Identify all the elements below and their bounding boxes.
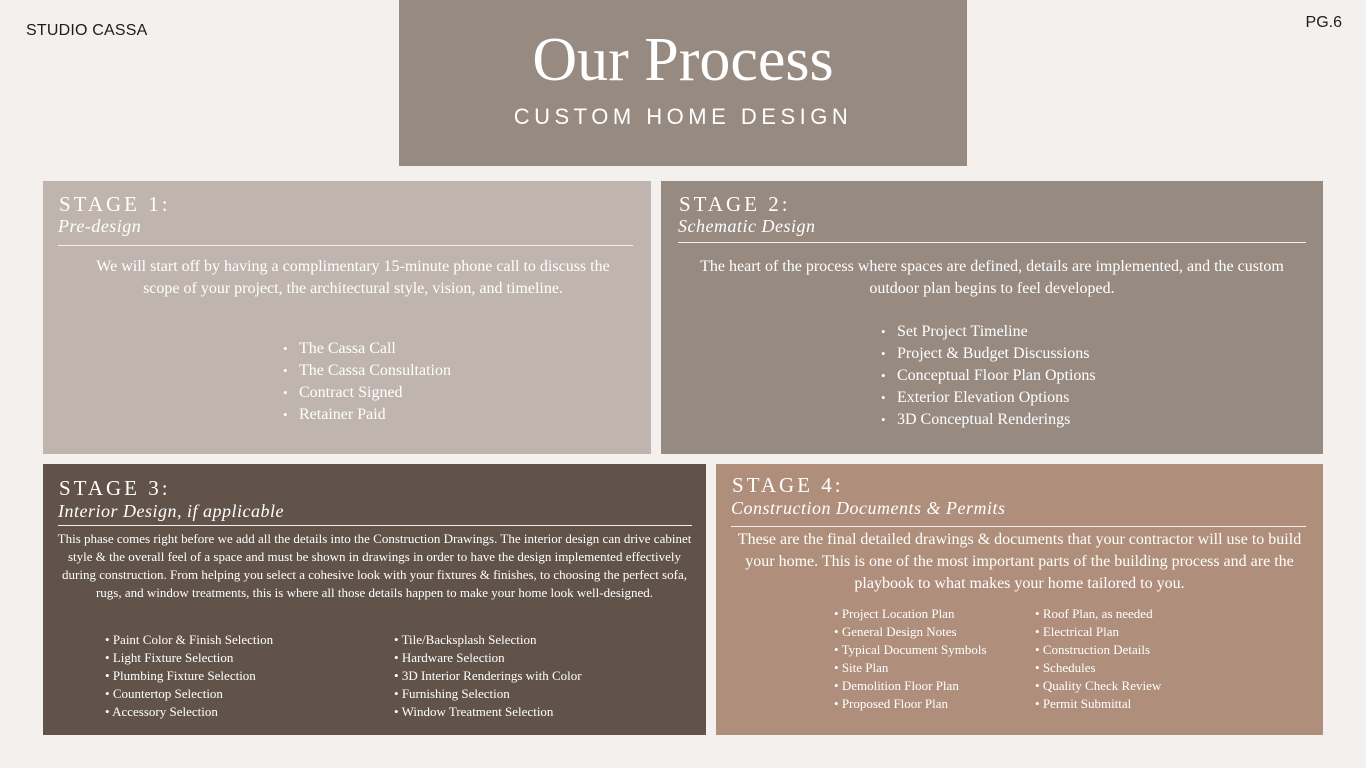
brand-name: STUDIO CASSA bbox=[26, 22, 148, 39]
stage-4-name: Construction Documents & Permits bbox=[731, 498, 1006, 518]
list-item: • Exterior Elevation Options bbox=[881, 387, 1096, 409]
stage-1-name: Pre-design bbox=[58, 216, 142, 236]
stage-4-label: STAGE 4: bbox=[732, 473, 844, 497]
stage-3-list-col2 bbox=[394, 631, 582, 721]
list-item: • Hardware Selection bbox=[394, 649, 582, 667]
stage-3-label: STAGE 3: bbox=[59, 476, 171, 500]
list-item: • Conceptual Floor Plan Options bbox=[881, 365, 1096, 387]
stage-4-divider bbox=[731, 526, 1306, 527]
stage-1-description: We will start off by having a complimentary 15-minute phone call to discuss the scope of your project, the architectural style, vision, and timeline. bbox=[96, 258, 610, 297]
stage-2-name: Schematic Design bbox=[678, 216, 816, 236]
list-item: • Site Plan bbox=[834, 659, 1035, 677]
header-banner bbox=[399, 0, 967, 166]
page-subtitle: CUSTOM HOME DESIGN bbox=[513, 104, 853, 129]
page-number: PG.6 bbox=[1305, 14, 1342, 31]
stage-1-divider bbox=[58, 245, 633, 246]
stage-4-panel bbox=[716, 464, 1323, 735]
stage-1-panel bbox=[43, 181, 651, 454]
stage-3-lists bbox=[105, 631, 582, 721]
list-item: • Schedules bbox=[1035, 659, 1161, 677]
list-item: • General Design Notes bbox=[834, 623, 1035, 641]
list-item: • Paint Color & Finish Selection bbox=[105, 631, 394, 649]
list-item: • Demolition Floor Plan bbox=[834, 677, 1035, 695]
list-item: • Light Fixture Selection bbox=[105, 649, 394, 667]
list-item: • 3D Conceptual Renderings bbox=[881, 409, 1096, 431]
list-item: • 3D Interior Renderings with Color bbox=[394, 667, 582, 685]
list-item: • Furnishing Selection bbox=[394, 685, 582, 703]
stage-3-list-col1 bbox=[105, 631, 394, 721]
list-item: • Proposed Floor Plan bbox=[834, 695, 1035, 713]
list-item: • Project & Budget Discussions bbox=[881, 343, 1096, 365]
list-item: • Countertop Selection bbox=[105, 685, 394, 703]
stage-2-label: STAGE 2: bbox=[679, 192, 791, 216]
stage-2-list bbox=[881, 321, 1096, 431]
stage-4-description: These are the final detailed drawings & documents that your contractor will use to build your home. This is one of the most important parts of the building process and are the playbook to what makes your home tailored to you. bbox=[737, 531, 1302, 592]
list-item: • Accessory Selection bbox=[105, 703, 394, 721]
list-item: • Typical Document Symbols bbox=[834, 641, 1035, 659]
stage-1-label: STAGE 1: bbox=[59, 192, 171, 216]
list-item: • Roof Plan, as needed bbox=[1035, 605, 1161, 623]
list-item: • Set Project Timeline bbox=[881, 321, 1096, 343]
list-item: • Tile/Backsplash Selection bbox=[394, 631, 582, 649]
list-item: • Project Location Plan bbox=[834, 605, 1035, 623]
list-item: • Contract Signed bbox=[283, 382, 451, 404]
list-item: • Permit Submittal bbox=[1035, 695, 1161, 713]
list-item: • The Cassa Call bbox=[283, 338, 451, 360]
stage-3-description: This phase comes right before we add all the details into the Construction Drawings. The interior design can drive cabinet style & the overall feel of a space and must be shown in drawings in order to have the design implemented effectively during construction. From helping you select a cohesive look with your fixtures & finishes, to choosing the perfect sofa, rugs, and window treatments, this is where all those details happen to make your home look well-designed. bbox=[57, 531, 692, 600]
stage-4-list-col1 bbox=[834, 605, 1035, 713]
stage-3-divider bbox=[58, 525, 692, 526]
list-item: • Quality Check Review bbox=[1035, 677, 1161, 695]
stage-4-lists bbox=[834, 605, 1161, 713]
list-item: • Window Treatment Selection bbox=[394, 703, 582, 721]
list-item: • Plumbing Fixture Selection bbox=[105, 667, 394, 685]
list-item: • Construction Details bbox=[1035, 641, 1161, 659]
stage-3-name: Interior Design, if applicable bbox=[58, 501, 284, 521]
stage-2-panel bbox=[661, 181, 1323, 454]
list-item: • The Cassa Consultation bbox=[283, 360, 451, 382]
stage-3-panel bbox=[43, 464, 706, 735]
list-item: • Retainer Paid bbox=[283, 404, 451, 426]
page-title: Our Process bbox=[532, 26, 834, 94]
stage-2-divider bbox=[678, 242, 1306, 243]
stage-1-list bbox=[283, 338, 451, 426]
stage-2-description: The heart of the process where spaces are defined, details are implemented, and the custom outdoor plan begins to feel developed. bbox=[700, 258, 1284, 297]
list-item: • Electrical Plan bbox=[1035, 623, 1161, 641]
stage-4-list-col2 bbox=[1035, 605, 1161, 713]
